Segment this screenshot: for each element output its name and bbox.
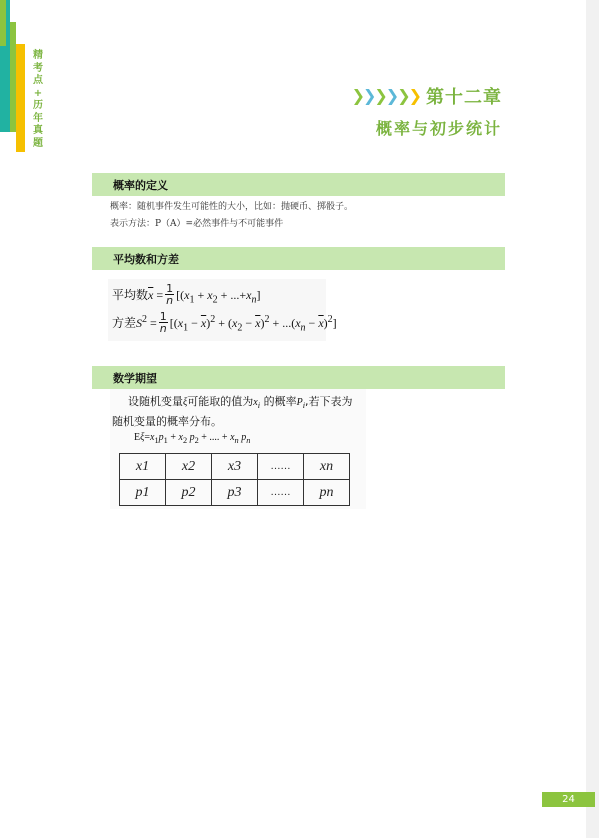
- variance-formula: 方差$S^2$ = $\frac{1}{n}$ $[(x_1 - \overline{x})^2 + (x_2 - \overline{x})^2 + ...(x_n - \overline{x})^2]$: [112, 310, 337, 335]
- chevron-icon: ❯: [397, 86, 411, 105]
- table-cell: x3: [212, 454, 258, 480]
- mean-label: 平均数: [112, 288, 149, 302]
- spine-top-bar: [0, 0, 6, 46]
- definition-text: 概率：随机事件发生可能性的大小，比如：抛硬币、掷骰子。: [110, 202, 354, 212]
- chevron-icon: ❯: [385, 86, 400, 105]
- page-number: 24: [542, 792, 595, 807]
- chapter-number: 第十二章: [426, 87, 502, 108]
- section-heading-mean-variance: [92, 247, 505, 270]
- probability-distribution-table: [119, 453, 350, 506]
- table-cell: x2: [166, 454, 212, 480]
- table-cell: p1: [120, 480, 166, 506]
- section-heading-text: 平均数和方差: [113, 253, 179, 266]
- table-cell: p3: [212, 480, 258, 506]
- side-char: 题: [33, 137, 43, 149]
- expectation-intro: 设随机变量ξ可能取的值为$x_i$ 的概率$P_i$,若下表为: [128, 395, 353, 410]
- chevron-decoration: [352, 88, 420, 104]
- section-heading-expectation: [92, 366, 505, 389]
- chapter-header: [352, 83, 502, 109]
- chevron-icon: ❯: [362, 86, 377, 105]
- variance-label: 方差: [112, 316, 137, 330]
- spine-yellow-bar: [16, 44, 25, 152]
- side-char: 考: [33, 62, 43, 74]
- chevron-icon: ❯: [351, 86, 365, 105]
- expectation-intro-line2: 随机变量的概率分布。: [112, 415, 222, 428]
- table-row: [120, 454, 350, 480]
- side-char: 年: [33, 112, 43, 124]
- table-cell: p2: [166, 480, 212, 506]
- side-char: 真: [33, 125, 43, 136]
- side-char: +: [33, 87, 43, 99]
- section-heading-text: 数学期望: [113, 372, 157, 385]
- table-cell: xn: [304, 454, 350, 480]
- section-heading-text: 概率的定义: [113, 179, 168, 192]
- chevron-icon: ❯: [374, 86, 388, 105]
- side-char: 精: [33, 50, 43, 61]
- mean-formula: 平均数$\overline{x}$ = $\frac{1}{n}$ [$(x_1 + x_2 + ...+x_n]$: [112, 282, 261, 307]
- notation-text: 表示方法：P（A）=必然事件与不可能事件: [110, 219, 284, 229]
- side-char: 历: [33, 100, 43, 111]
- table-cell: x1: [120, 454, 166, 480]
- table-cell: ……: [258, 480, 304, 506]
- page-edge: [586, 0, 599, 838]
- side-label: [31, 50, 45, 150]
- table-cell: pn: [304, 480, 350, 506]
- section-heading-probability: [92, 173, 505, 196]
- table-cell: ……: [258, 454, 304, 480]
- table-row: [120, 480, 350, 506]
- chevron-icon: ❯: [408, 86, 422, 105]
- formula-box: [108, 279, 337, 341]
- chapter-title: 概率与初步统计: [375, 119, 502, 138]
- expectation-formula: $E\xi=x_1p_1 + x_2$ $p_2$ + .... + $x_n$ $p_n$: [134, 432, 251, 445]
- side-char: 点: [33, 75, 43, 86]
